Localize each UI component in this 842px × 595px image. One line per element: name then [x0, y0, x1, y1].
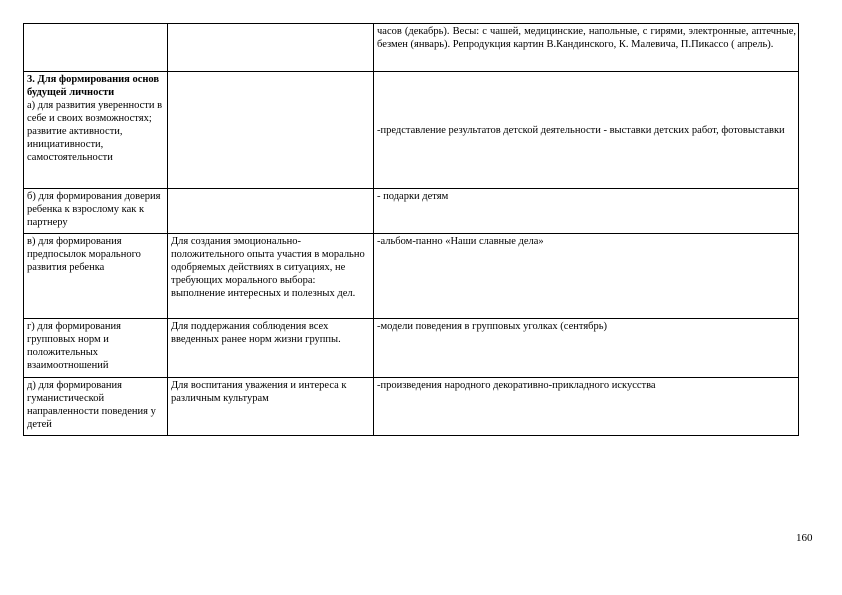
cell-forms: -модели поведения в групповых уголках (сентябрь)	[374, 319, 799, 378]
table-row	[24, 378, 799, 436]
cell-purpose	[168, 189, 374, 234]
cell-forms: - подарки детям	[374, 189, 799, 234]
cell-goal: б) для формирования доверия ребенка к взрослому как к партнеру	[24, 189, 168, 234]
cell-goal: д) для формирования гуманистической направленности поведения у детей	[24, 378, 168, 436]
cell-goal: г) для формирования групповых норм и положительных взаимоотношений	[24, 319, 168, 378]
cell-forms: -произведения народного декоративно-прикладного искусства	[374, 378, 799, 436]
table-row	[24, 24, 799, 72]
section-heading: 3. Для формирования основ будущей личности	[27, 74, 160, 98]
cell-forms: -представление результатов детской деятельности - выставки детских работ, фотовыставки	[374, 72, 799, 189]
cell-purpose: Для создания эмоционально-положительного опыта участия в морально одобряемых действиях в ситуациях, не требующих морального выбора: выполнение интересных и полезных дел.	[168, 234, 374, 319]
cell-purpose	[168, 72, 374, 189]
cell-purpose: Для поддержания соблюдения всех введенных ранее норм жизни группы.	[168, 319, 374, 378]
table-row	[24, 234, 799, 319]
cell-goal	[24, 24, 168, 72]
table-row	[24, 189, 799, 234]
table-row	[24, 319, 799, 378]
page-number: 160	[796, 532, 813, 544]
cell-purpose: Для воспитания уважения и интереса к различным культурам	[168, 378, 374, 436]
content-table	[23, 23, 799, 436]
cell-purpose	[168, 24, 374, 72]
cell-forms: часов (декабрь). Весы: с чашей, медицинские, напольные, с гирями, электронные, аптечные, безмен (январь). Репродукция картин В.Кандинского, К. Малевича, П.Пикассо ( апрель).	[374, 24, 799, 72]
cell-goal: в) для формирования предпосылок морального развития ребенка	[24, 234, 168, 319]
table-row	[24, 72, 799, 189]
cell-forms: -альбом-панно «Наши славные дела»	[374, 234, 799, 319]
cell-goal: 3. Для формирования основ будущей личности а) для развития уверенности в себе и своих возможностях; развитие активности, инициативности, самостоятельности	[24, 72, 168, 189]
